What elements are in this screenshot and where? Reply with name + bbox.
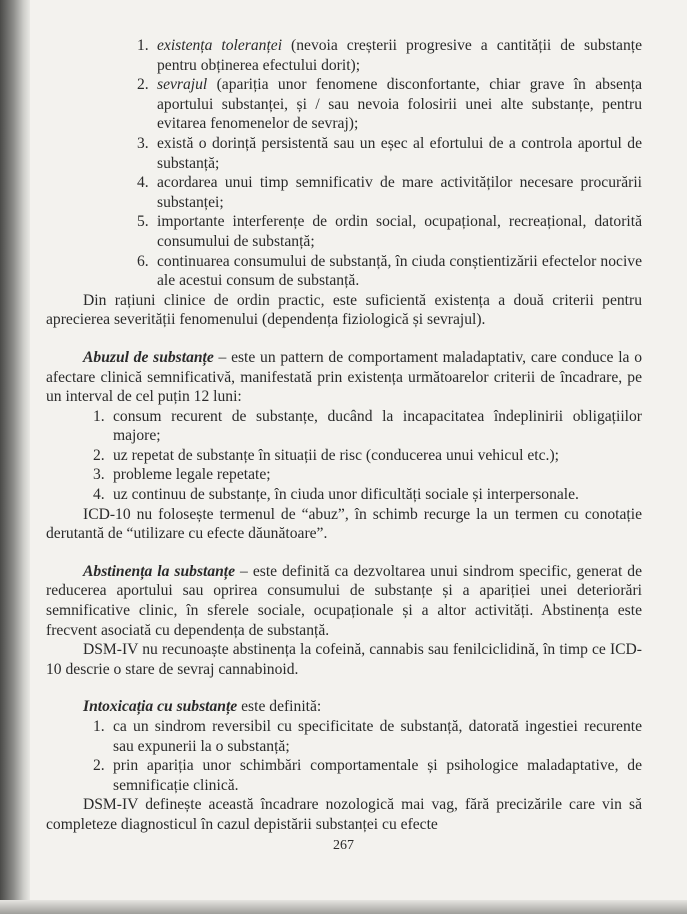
list-item: 6. continuarea consumului de substanță, în ciuda conștientizării efectelor nocive ale acestui consum de substanță. bbox=[137, 252, 642, 290]
abuse-term: Abuzul de substanțe bbox=[83, 348, 214, 366]
list-item: 1. existența toleranței (nevoia creșterii progresive a cantității de substanțe pentru obținerea efectului dorit); bbox=[137, 37, 642, 74]
page-bottom-edge bbox=[0, 900, 687, 914]
dsm-abstinence-note: DSM-IV nu recunoaște abstinența la cofeină, cannabis sau fenilciclidină, în timp ce ICD-10 descrie o stare de sevraj cannabinoid. bbox=[46, 641, 642, 678]
criteria-list bbox=[137, 36, 642, 291]
term-withdrawal: sevrajul bbox=[157, 76, 208, 94]
list-item: 1. ca un sindrom reversibil cu specificitate de substanță, datorată ingestiei recurente sau expunerii la o substanță; bbox=[93, 718, 642, 755]
list-item: 3. există o dorință persistentă sau un eșec al efortului de a controla aportul de substanță; bbox=[137, 134, 642, 172]
list-item: 1. consum recurent de substanțe, ducând la incapacitatea îndeplinirii obligațiilor majore; bbox=[93, 407, 642, 445]
intoxication-definition: Intoxicația cu substanțe este definită: bbox=[83, 698, 322, 716]
abstinence-section bbox=[46, 562, 642, 680]
list-item: 2. sevrajul (apariția unor fenomene disconfortante, chiar grave în absența aportului substanței, și / sau nevoia folosirii unei alte substanțe, pentru evitarea fenomenelor de sevraj); bbox=[137, 76, 642, 133]
intoxication-term: Intoxicația cu substanțe bbox=[83, 698, 238, 716]
list-item: 4. acordarea unui timp semnificativ de mare activităților necesare procurării substanței; bbox=[137, 174, 642, 211]
abuse-definition: Abuzul de substanțe – este un pattern de comportament maladaptativ, care conduce la o afectare clinică semnificativă, manifestată prin existența următoarelor criterii de încadrare, pe un interval de cel puțin 12 luni: bbox=[46, 348, 642, 406]
abuse-criteria-list bbox=[93, 407, 642, 505]
intoxication-section bbox=[46, 697, 642, 834]
abuse-section bbox=[46, 348, 642, 544]
criteria-paragraph: Din rațiuni clinice de ordin practic, este suficientă existența a două criterii pentru aprecierea severității fenomenului (dependența fiziologică și sevrajul). bbox=[46, 291, 642, 329]
page-number: 267 bbox=[333, 838, 354, 853]
abstinence-definition: Abstinența la substanțe – este definită ca dezvoltarea unui sindrom specific, generat de reducerea aportului sau oprirea consumului de substanțe și a apariției unei deteriorări semnificative clinic, în sferele sociale, ocupaționale și a altor activități. Abstinența este frecvent asociată cu dependența de substanță. bbox=[46, 562, 643, 639]
intoxication-criteria-list bbox=[93, 717, 642, 795]
list-item: 2. prin apariția unor schimbări comportamentale și psihologice maladaptative, de semnificație clinică. bbox=[93, 757, 642, 794]
icd-note: ICD-10 nu folosește termenul de “abuz”, în schimb recurge la un termen cu conotație derutantă de “utilizare cu efecte dăunătoare”. bbox=[46, 505, 642, 543]
list-item: 2. uz repetat de substanțe în situații de risc (conducerea unui vehicul etc.); bbox=[93, 446, 559, 464]
book-spine-shadow bbox=[0, 0, 30, 914]
page-content bbox=[46, 36, 643, 835]
dsm-intoxication-note: DSM-IV definește această încadrare nozologică mai vag, fără precizările care vin să completeze diagnosticul în cazul depistării substanței cu efecte bbox=[46, 796, 642, 833]
abstinence-term: Abstinența la substanțe bbox=[83, 562, 236, 580]
list-item: 5. importante interferențe de ordin social, ocupațional, recreațional, datorită consumului de substanță; bbox=[137, 213, 642, 250]
list-item: 3. probleme legale repetate; bbox=[93, 466, 271, 484]
list-item: 4. uz continuu de substanțe, în ciuda unor dificultăți sociale și interpersonale. bbox=[93, 486, 579, 504]
term-tolerance: existența toleranței bbox=[157, 37, 283, 54]
